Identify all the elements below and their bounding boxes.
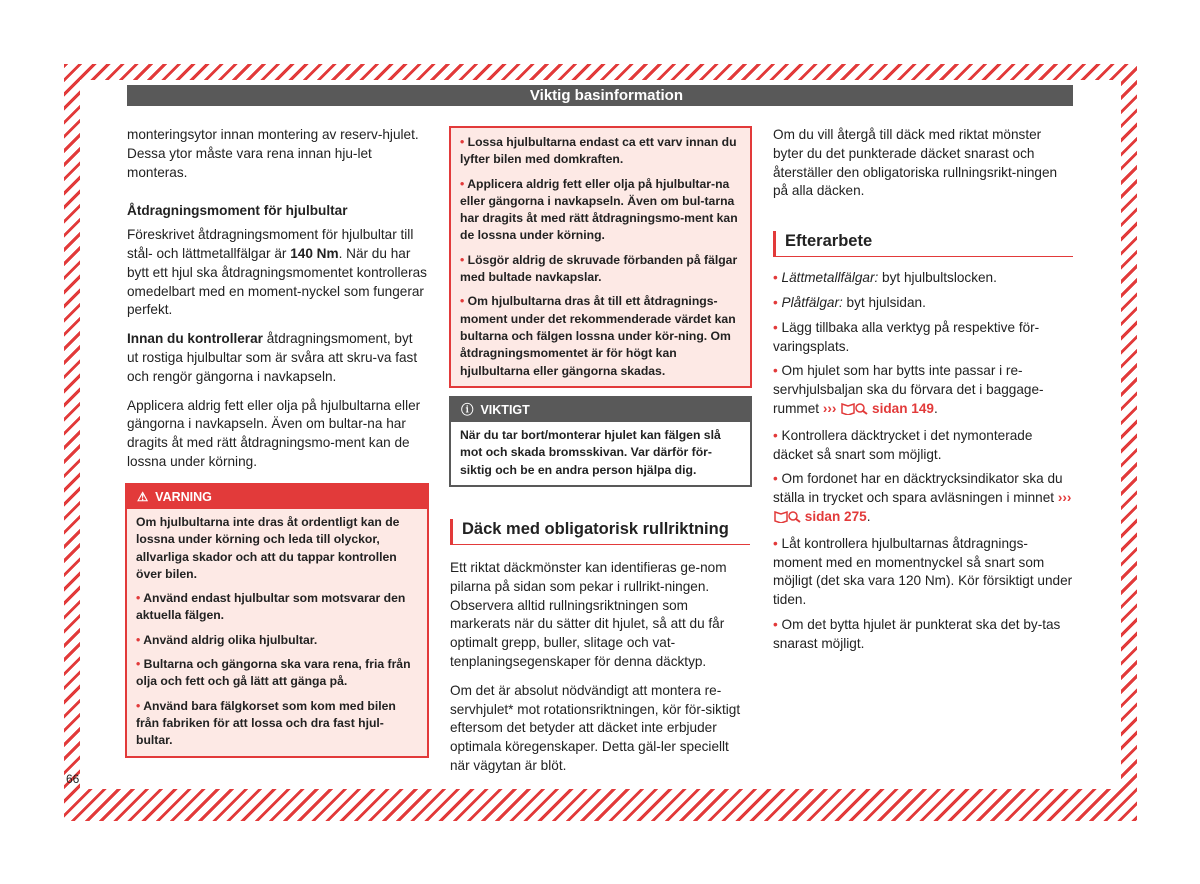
bullet-icon: • [773,319,778,335]
page-ref-link[interactable]: sidan 149 [872,400,934,416]
bullet-icon: • [460,252,465,267]
bullet-icon: • [460,176,465,191]
list-item: • Om det bytta hjulet är punkterat ska det by-tas snarast möjligt. [773,616,1061,651]
section-title: Efterarbete [773,231,1073,257]
list-item: • Lösgör aldrig de skruvade förbanden på fälgar med bultade navkapslar. [460,252,738,285]
text-para: Applicera aldrig fett eller olja på hjulbultarna eller gängorna i navkapseln. Även om bultar-na har dragits åt med rätt åtdragningsmo-ment kan de lossna under körning. [127,397,421,469]
bullet-icon: • [773,471,778,487]
list-item: • Låt kontrollera hjulbultarnas åtdragnings-moment med en momentnyckel så snart som möjligt (det ska vara 120 Nm). Kör försiktigt under tiden. [773,535,1073,608]
column-3 [773,126,1073,660]
list-item: • Om hjulbultarna dras åt till ett åtdragnings-moment under det rekommenderade värdet kan bultarna och fälgen lossna under kör-ning. Om åtdragningsmomentet är för högt kan hjulbultarna eller gängorna skadas. [460,294,736,378]
warning-body [127,509,427,756]
bullet-icon: • [773,363,778,379]
notice-body: När du tar bort/monterar hjulet kan fälgen slå mot och skada bromsskivan. Var därför för-siktig och be en andra person hjälpa dig. [460,428,721,477]
bullet-list [773,269,1073,653]
bullet-icon: • [773,270,778,286]
warning-intro: Om hjulbultarna inte dras åt ordentligt kan de lossna under körning och leda till olyckor, allvarliga skador och att du tappar kontrollen över bilen. [136,515,400,581]
warning-box [125,483,429,758]
list-item: • Lägg tillbaka alla verktyg på respektive för-varingsplats. [773,319,1040,354]
list-item: • Lättmetallfälgar: byt hjulbultslocken. [773,270,997,286]
column-1 [127,126,427,482]
bullet-icon: • [773,616,778,632]
book-icon [773,509,801,529]
list-item: • Plåtfälgar: byt hjulsidan. [773,294,926,310]
text-para: Om du vill återgå till däck med riktat mönster byter du det punkterade däcket snarast och återställer den obligatoriska rullningsrikt-ningen på alla däcken. [773,127,1058,199]
bullet-icon: • [460,294,465,309]
text-para: Om det är absolut nödvändigt att montera re-servhjulet* mot rotationsriktningen, kör för-siktigt eftersom det betyder att däcket inte erbjuder optimala köregenskaper. Detta gäl-ler speciellt när vägytan är blöt. [450,682,741,773]
list-item: • Använd bara fälgkorset som kom med bilen från fabriken för att lossa och dra fast hjul-bultar. [136,698,396,748]
page-title: Viktig basinformation [529,87,683,104]
arrow-icon: ››› [1057,490,1072,506]
list-item: • Om fordonet har en däcktrycksindikator ska du ställa in trycket och spara avläsningen i minnet ››› sidan 275. [773,470,1073,528]
bullet-icon: • [460,135,465,149]
list-item: • Om hjulet som har bytts inte passar i re-servhjulsbaljan ska du förvara det i baggage-rummet ››› sidan 149. [773,362,1073,420]
notice-box [449,396,752,487]
text-para: Ett riktat däckmönster kan identifieras ge-nom pilarna på sidan som pekar i rullrikt-ningen. Observera alltid rullningsriktningen som markerats när du sätter dit hjulet, så att du får optimalt grepp, buller, slitage och vat-tenplaningsegenskaper för denna däcktyp. [450,560,727,669]
warning-header: ⚠ VARNING [127,485,427,509]
bullet-icon: • [136,698,141,713]
page-ref-link[interactable]: sidan 275 [804,508,867,524]
bullet-icon: • [136,632,141,647]
text-para: Föreskrivet åtdragningsmoment för hjulbultar till stål- och lättmetallfälgar är 140 Nm. När du har bytt ett hjul ska åtdragningsmomentet kontrolleras omedelbart med en moment-nyckel som fungerar perfekt. [127,227,427,318]
arrow-icon: ››› [822,400,837,416]
book-icon [840,401,868,421]
bullet-icon: • [773,535,778,551]
warning-continuation-box [449,126,752,388]
bullet-icon: • [136,657,141,672]
text-para: Innan du kontrollerar åtdragningsmoment, byt ut rostiga hjulbultar som är svåra att skru-va fast och rengör gängorna i navkapseln. [127,331,418,384]
bullet-icon: • [136,591,141,606]
section-title: Däck med obligatorisk rullriktning [450,519,750,545]
warning-icon: ⚠ [137,490,149,504]
list-item: • Applicera aldrig fett eller olja på hjulbultar-na eller gängorna i navkapseln. Även om bul-tarna har dragits åt med rätt åtdragningsmo-ment kan de lossna under körning. [460,176,738,243]
page-header [127,85,1073,106]
list-item: • Använd endast hjulbultar som motsvarar den aktuella fälgen. [136,591,406,623]
subheading: Åtdragningsmoment för hjulbultar [127,203,348,219]
bullet-icon: • [773,427,778,443]
list-item: • Använd aldrig olika hjulbultar. [136,632,318,647]
text-para: monteringsytor innan montering av reserv-hjulet. Dessa ytor måste vara rena innan hju-let monteras. [127,127,419,180]
list-item: • Bultarna och gängorna ska vara rena, fria från olja och fett och gå lätt att gänga på. [136,657,411,689]
list-item: • Lossa hjulbultarna endast ca ett varv innan du lyfter bilen med domkraften. [460,135,737,167]
info-icon: ⓘ [461,403,474,417]
bullet-icon: • [773,294,778,310]
column-2-text [450,519,750,786]
list-item: • Kontrollera däcktrycket i det nymonterade däcket så snart som möjligt. [773,427,1033,462]
page-number: 66 [66,772,80,786]
notice-header: ⓘ VIKTIGT [451,398,750,422]
